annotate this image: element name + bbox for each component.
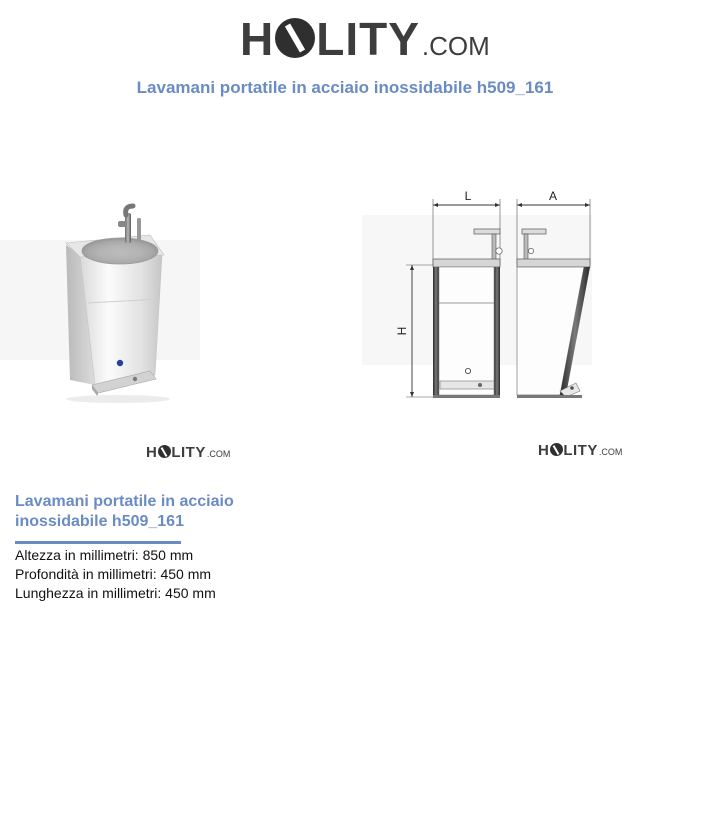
logo-text-end: LITY xyxy=(171,444,206,461)
logo-o-icon xyxy=(158,445,171,458)
logo-text-start: H xyxy=(538,442,550,459)
spec-item-depth: Profondità in millimetri: 450 mm xyxy=(15,566,212,582)
logo-suffix: .COM xyxy=(206,449,231,459)
logo-text-end: LITY xyxy=(316,13,420,65)
product-section-title: Lavamani portatile in acciaio inossidabile h509_161 xyxy=(15,493,234,530)
logo-suffix: .COM xyxy=(598,447,623,457)
section-divider xyxy=(15,541,181,544)
dimension-label-depth: A xyxy=(548,189,558,203)
spec-list xyxy=(15,546,216,603)
dimension-label-length: L xyxy=(464,189,472,203)
logo-o-icon xyxy=(275,18,315,58)
logo-text-end: LITY xyxy=(563,442,598,459)
logo-text-start: H xyxy=(146,444,158,461)
brand-logo[interactable] xyxy=(240,12,490,66)
product-photo[interactable] xyxy=(0,195,210,410)
spec-item-height: Altezza in millimetri: 850 mm xyxy=(15,547,194,563)
page-title: Lavamani portatile in acciaio inossidabile h509_161 xyxy=(136,78,554,97)
dimension-label-height: H xyxy=(395,326,409,336)
spec-item-length: Lunghezza in millimetri: 450 mm xyxy=(15,585,216,601)
logo-text-start: H xyxy=(240,13,275,65)
logo-suffix: .COM xyxy=(421,31,490,61)
technical-drawing[interactable] xyxy=(362,185,602,410)
brand-logo-small xyxy=(538,442,622,459)
logo-o-icon xyxy=(550,443,563,456)
brand-logo-small xyxy=(146,444,230,461)
